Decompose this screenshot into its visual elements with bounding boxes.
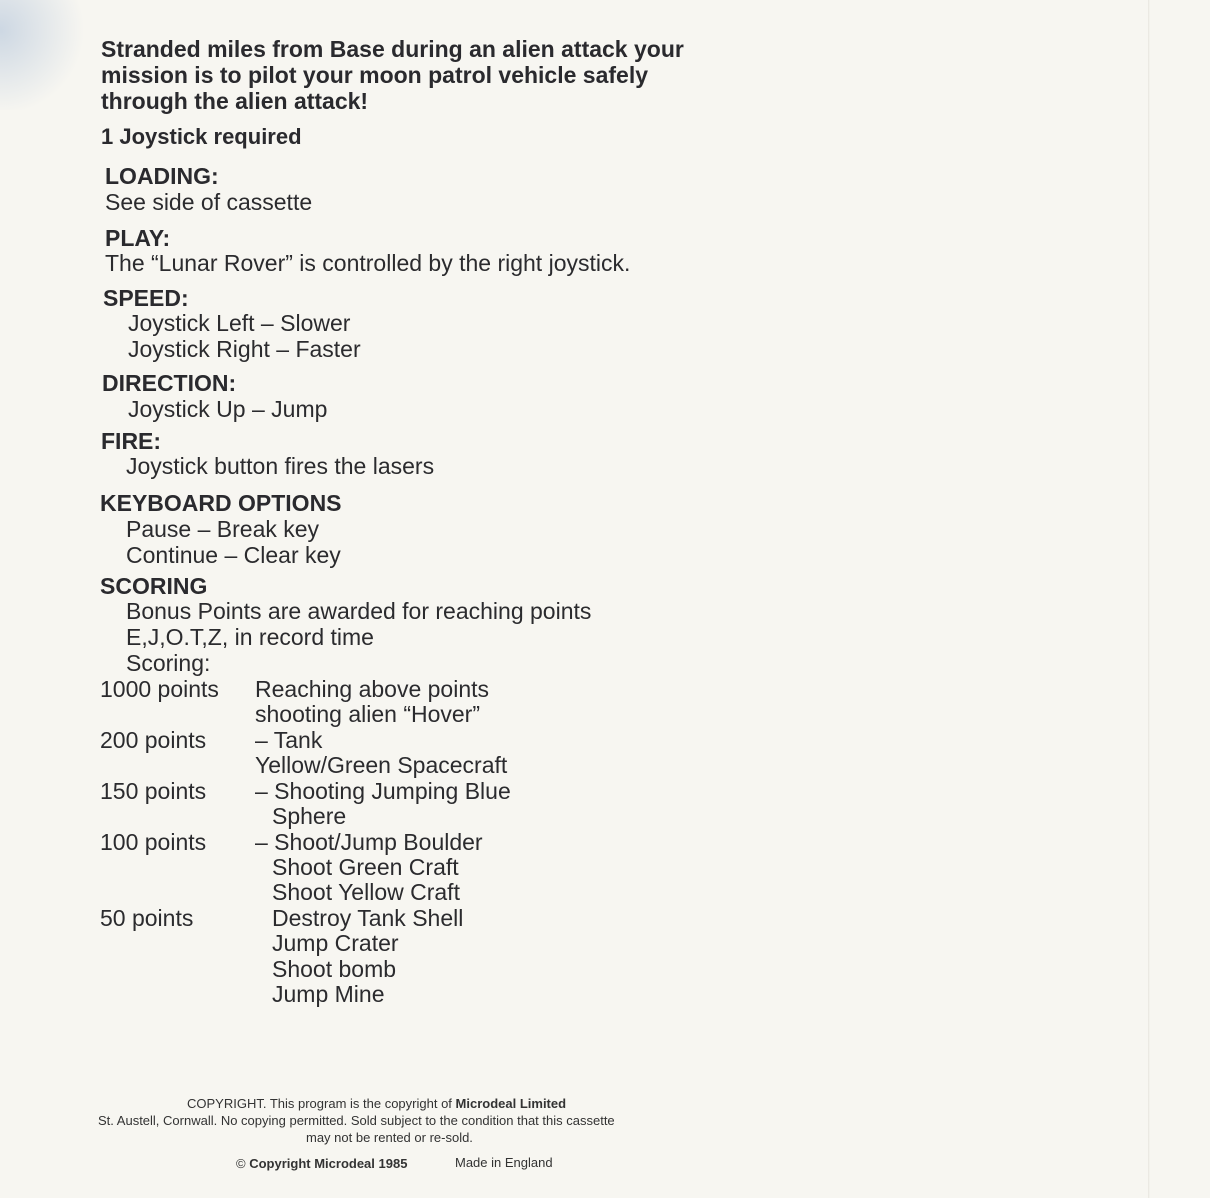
points-value: 1000 points	[100, 676, 219, 702]
points-description: Shoot Yellow Craft	[272, 879, 460, 905]
scoring-heading: SCORING	[100, 573, 208, 599]
points-description: Sphere	[272, 803, 347, 829]
speed-line: Joystick Left – Slower	[128, 310, 351, 336]
made-in-england: Made in England	[455, 1155, 553, 1170]
speed-heading: SPEED:	[103, 285, 189, 311]
company-name: Microdeal Limited	[455, 1096, 567, 1111]
intro-paragraph: Stranded miles from Base during an alien attack your mission is to pilot your moon patrol vehicle safely through the alien attack!	[101, 36, 684, 114]
loading-heading: LOADING:	[105, 163, 219, 189]
copying-terms: St. Austell, Cornwall. No copying permitted. Sold subject to the condition that this cassette	[98, 1113, 615, 1128]
direction-line: Joystick Up – Jump	[128, 396, 328, 422]
keyboard-line: Pause – Break key	[126, 516, 320, 542]
points-description: shooting alien “Hover”	[255, 701, 481, 727]
direction-heading: DIRECTION:	[102, 370, 237, 396]
points-description: Jump Mine	[272, 981, 385, 1007]
fire-heading: FIRE:	[101, 428, 162, 454]
joystick-requirement: 1 Joystick required	[101, 124, 302, 149]
points-description: – Shooting Jumping Blue	[255, 778, 511, 804]
copyright-notice-prefix: COPYRIGHT. This program is the copyright of	[187, 1096, 456, 1111]
play-text: The “Lunar Rover” is controlled by the right joystick.	[105, 250, 631, 276]
points-description: – Shoot/Jump Boulder	[255, 829, 483, 855]
speed-line: Joystick Right – Faster	[128, 336, 361, 362]
points-description: Shoot bomb	[272, 956, 397, 982]
points-value: 50 points	[100, 905, 194, 931]
play-heading: PLAY:	[105, 225, 171, 251]
corner-tint	[0, 0, 90, 110]
keyboard-heading: KEYBOARD OPTIONS	[100, 490, 342, 516]
copyright-notice	[187, 1096, 566, 1111]
keyboard-line: Continue – Clear key	[126, 542, 341, 568]
points-description: Yellow/Green Spacecraft	[255, 752, 508, 778]
points-value: 100 points	[100, 829, 207, 855]
points-description: – Tank	[255, 727, 323, 753]
scoring-line: E,J,O.T,Z, in record time	[126, 624, 374, 650]
copyright-symbol: ©	[236, 1156, 246, 1171]
scoring-line: Scoring:	[126, 650, 211, 676]
points-description: Reaching above points	[255, 676, 489, 702]
fire-line: Joystick button fires the lasers	[126, 453, 435, 479]
points-description: Jump Crater	[272, 930, 399, 956]
copyright-line	[236, 1156, 407, 1171]
page-crease	[1148, 0, 1150, 1198]
scoring-line: Bonus Points are awarded for reaching points	[126, 598, 592, 624]
rental-terms: may not be rented or re-sold.	[306, 1130, 473, 1145]
points-value: 150 points	[100, 778, 207, 804]
points-value: 200 points	[100, 727, 207, 753]
copyright-text: Copyright Microdeal 1985	[249, 1156, 408, 1171]
points-description: Shoot Green Craft	[272, 854, 459, 880]
points-description: Destroy Tank Shell	[272, 905, 464, 931]
loading-text: See side of cassette	[105, 189, 313, 215]
